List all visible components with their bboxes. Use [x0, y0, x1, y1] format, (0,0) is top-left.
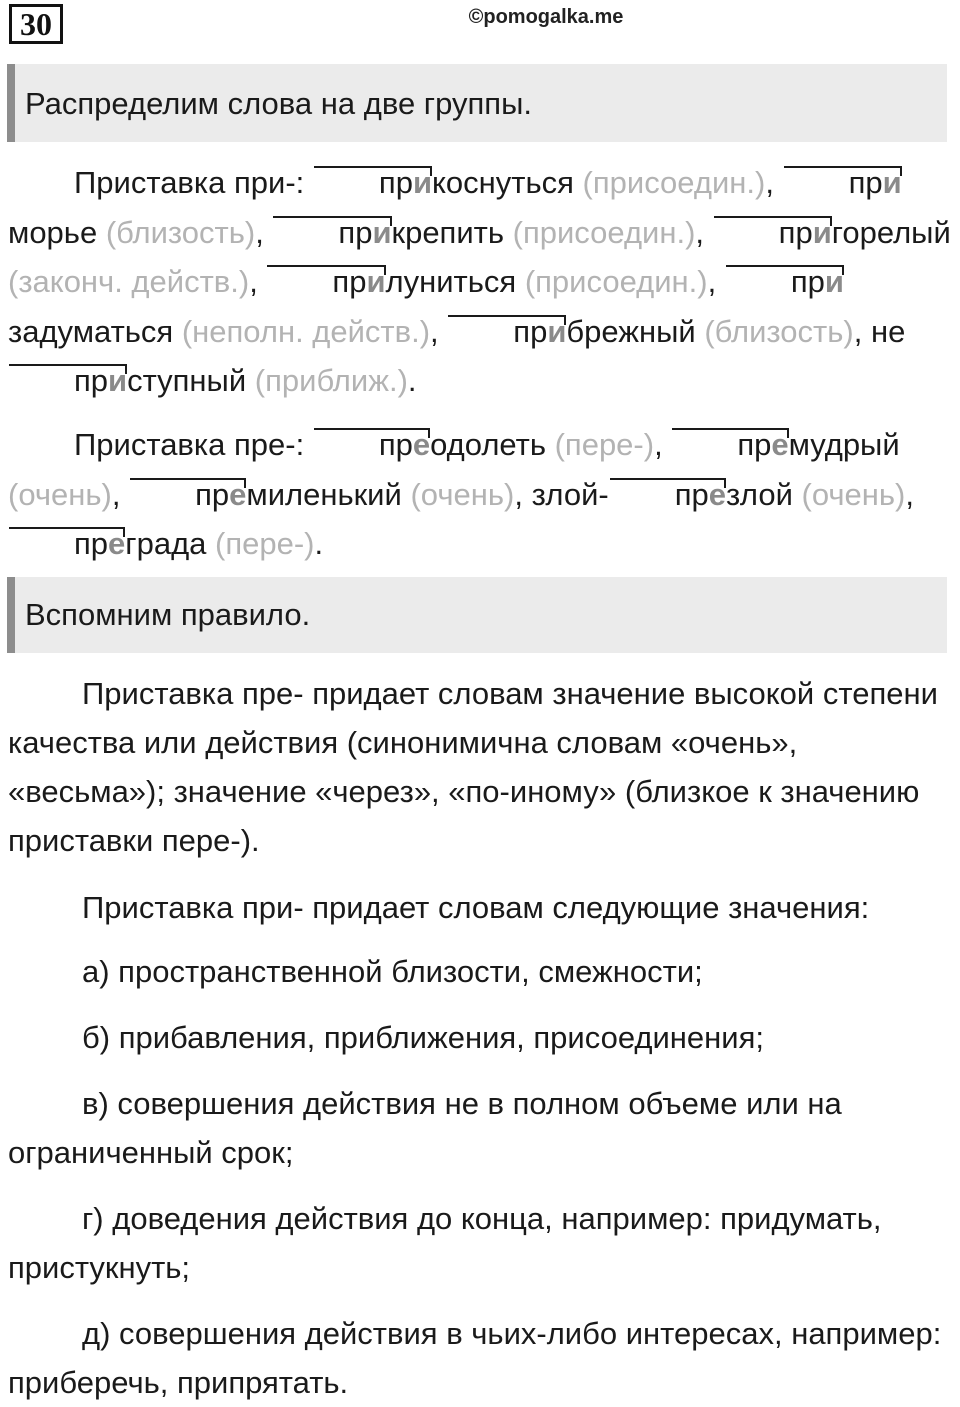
- rule-item-g: г) доведения действия до конца, например: придумать, пристукнуть;: [8, 1201, 882, 1285]
- meaning-note: (присоедин.): [524, 264, 708, 299]
- prefix-consonants: пр: [378, 165, 413, 200]
- word-rest: морье: [8, 214, 98, 250]
- word-rest: одолеть: [430, 427, 546, 462]
- prefix-mark: [609, 470, 726, 520]
- prefix-consonants: пр: [74, 526, 109, 561]
- word-rest: крепить: [391, 214, 505, 250]
- prefix-vowel: и: [372, 214, 392, 250]
- prefix-mark: [8, 519, 125, 569]
- prefix-vowel: е: [412, 427, 431, 462]
- word-pre-0: [313, 427, 546, 462]
- prefix-mark: [8, 356, 127, 406]
- rule-item-d: д) совершения действия в чьих-либо интересах, например: приберечь, припрятать.: [8, 1316, 942, 1400]
- prefix-mark: [725, 257, 844, 307]
- meaning-note: (пере-): [215, 526, 315, 561]
- rule-item-v: в) совершения действия не в полном объеме или на ограниченный срок;: [8, 1086, 842, 1170]
- site-watermark: ©pomogalka.me: [468, 6, 624, 28]
- prefix-consonants: пр: [848, 165, 883, 200]
- task-number: 30: [9, 4, 63, 44]
- prefix-consonants: пр: [674, 476, 709, 512]
- prefix-consonants: пр: [778, 214, 813, 250]
- word-lead: не: [870, 313, 906, 349]
- prefix-vowel: и: [412, 165, 432, 200]
- meaning-note: (близость): [704, 313, 854, 349]
- separator: .: [407, 363, 417, 398]
- rule-paragraph-pre: Приставка пре- придает словам значение высокой степени качества или действия (синонимична словам «очень», «весьма»); значение «через», «по-иному» (близкое к значению приставки пере-).: [8, 676, 938, 858]
- separator: ,: [249, 264, 267, 299]
- word-rest: ступный: [127, 363, 247, 398]
- word-rest: задуматься: [8, 313, 174, 349]
- meaning-note: (пере-): [554, 427, 655, 462]
- prefix-vowel: е: [708, 476, 727, 512]
- prefix-vowel: и: [882, 165, 902, 200]
- word-pri-6: [447, 314, 695, 349]
- prefix-mark: [313, 158, 432, 208]
- word-pri-3: [713, 215, 951, 250]
- separator: ,: [765, 165, 783, 200]
- word-rest: коснуться: [432, 165, 574, 200]
- prefix-vowel: и: [824, 264, 844, 299]
- prefix-consonants: пр: [338, 214, 373, 250]
- meaning-note: (присоедин.): [512, 214, 696, 250]
- separator: ,: [905, 476, 915, 512]
- word-rest: брежный: [566, 313, 696, 349]
- prefix-consonants: пр: [195, 476, 230, 512]
- word-lead: злой-: [531, 476, 609, 512]
- prefix-mark: [272, 208, 391, 258]
- pri-label: Приставка при-:: [74, 165, 305, 200]
- meaning-note: (очень): [8, 476, 112, 512]
- word-rest: града: [125, 526, 207, 561]
- separator: ,: [430, 313, 448, 349]
- prefix-consonants: пр: [513, 313, 548, 349]
- prefix-vowel: и: [108, 363, 128, 398]
- prefix-vowel: и: [366, 264, 386, 299]
- section-heading-groups: Распределим слова на две группы.: [7, 64, 947, 142]
- word-pri-0: [313, 165, 574, 200]
- prefix-consonants: пр: [74, 363, 109, 398]
- prefix-consonants: пр: [790, 264, 825, 299]
- prefix-consonants: пр: [332, 264, 367, 299]
- prefix-consonants: пр: [378, 427, 413, 462]
- rule-paragraph-pri: Приставка при- придает словам следующие значения:: [82, 890, 870, 925]
- prefix-mark: [266, 257, 385, 307]
- prefix-mark: [783, 158, 902, 208]
- word-rest: мудрый: [788, 427, 900, 462]
- word-pre-3: [532, 477, 793, 512]
- prefix-vowel: е: [108, 526, 126, 561]
- meaning-note: (законч. действ.): [8, 264, 250, 299]
- separator: ,: [514, 476, 532, 512]
- prefix-mark: [129, 470, 246, 520]
- meaning-note: (очень): [801, 476, 906, 512]
- word-pri-4: [266, 264, 516, 299]
- word-pri-2: [272, 215, 504, 250]
- word-rest: миленький: [246, 476, 402, 512]
- prefix-vowel: е: [229, 476, 247, 512]
- separator: ,: [853, 313, 871, 349]
- prefix-vowel: е: [771, 427, 789, 462]
- prefix-mark: [713, 208, 832, 258]
- separator: .: [314, 526, 324, 561]
- rule-item-b: б) прибавления, приближения, присоединения;: [82, 1020, 764, 1055]
- separator: ,: [695, 214, 713, 250]
- meaning-note: (очень): [410, 476, 515, 512]
- prefix-mark: [447, 307, 566, 357]
- word-pre-4: [8, 526, 206, 561]
- word-pre-2: [129, 477, 402, 512]
- prefix-mark: [313, 420, 430, 470]
- meaning-note: (неполн. действ.): [181, 313, 431, 349]
- section-heading-rule: Вспомним правило.: [7, 577, 947, 653]
- meaning-note: (близость): [105, 214, 256, 250]
- word-rest: горелый: [831, 214, 951, 250]
- word-rest: луниться: [385, 264, 517, 299]
- prefix-vowel: и: [812, 214, 832, 250]
- prefix-vowel: и: [547, 313, 567, 349]
- pri-paragraph: [8, 158, 953, 406]
- word-rest: злой: [726, 476, 793, 512]
- prefix-consonants: пр: [737, 427, 772, 462]
- separator: ,: [654, 427, 672, 462]
- separator: ,: [255, 214, 273, 250]
- prefix-mark: [671, 420, 788, 470]
- separator: ,: [111, 476, 130, 512]
- meaning-note: (присоедин.): [582, 165, 766, 200]
- separator: ,: [707, 264, 725, 299]
- pre-label: Приставка пре-:: [74, 427, 305, 462]
- meaning-note: (приближ.): [254, 363, 408, 398]
- pre-paragraph: [8, 420, 953, 569]
- rule-item-a: а) пространственной близости, смежности;: [82, 954, 703, 989]
- word-pre-1: [671, 427, 899, 462]
